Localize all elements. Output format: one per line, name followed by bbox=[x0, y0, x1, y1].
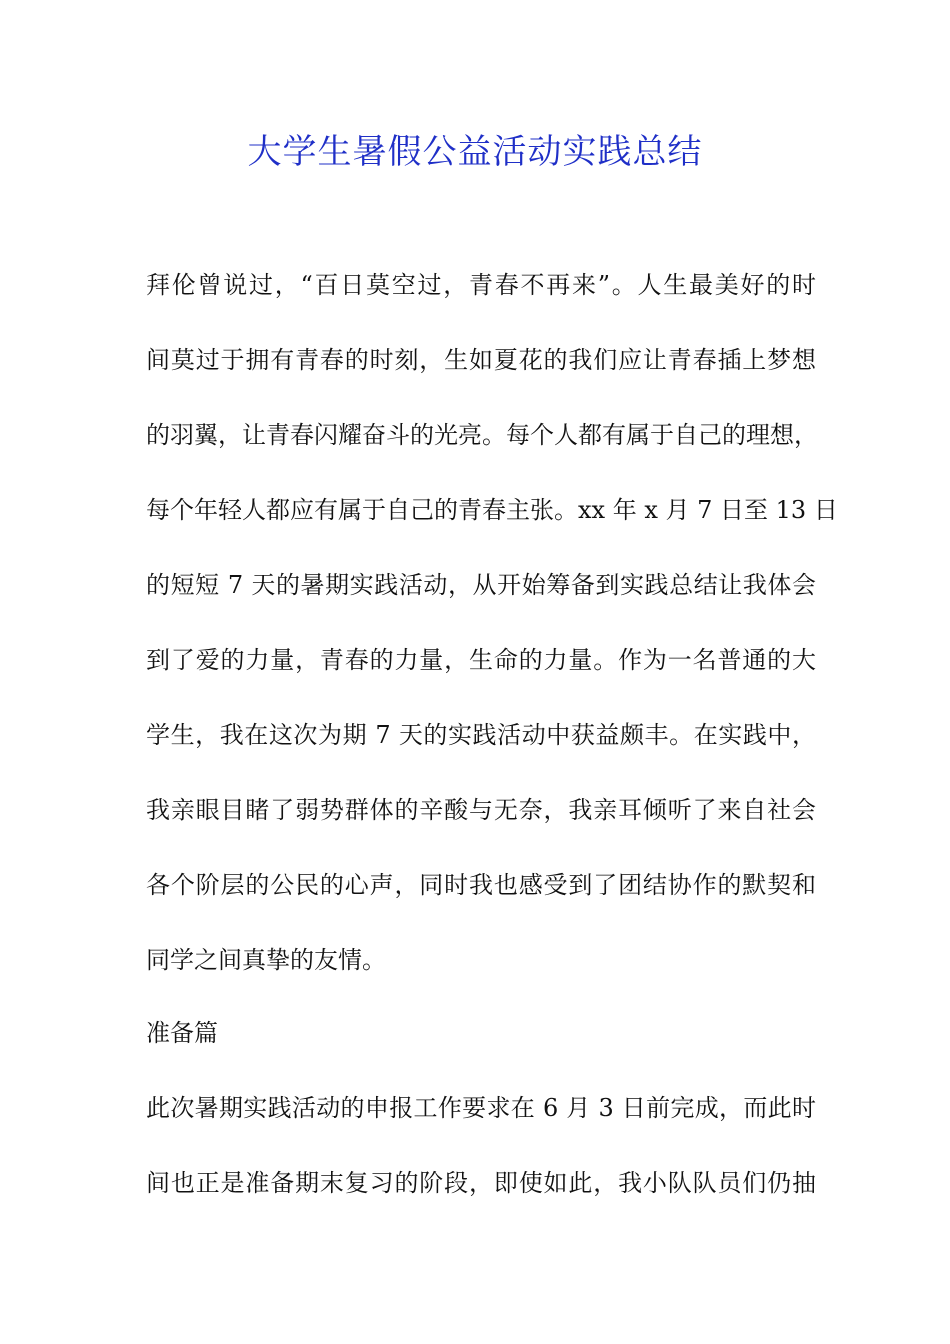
paragraph-1-line-6: 到了爱的力量，青春的力量，生命的力量。作为一名普通的大 bbox=[146, 646, 816, 674]
paragraph-1-line-1: 拜伦曾说过，“百日莫空过，青春不再来”。人生最美好的时 bbox=[146, 271, 816, 299]
document-title: 大学生暑假公益活动实践总结 bbox=[247, 132, 703, 172]
paragraph-2-line-1: 此次暑期实践活动的申报工作要求在 6 月 3 日前完成，而此时 bbox=[146, 1094, 816, 1122]
paragraph-1-line-3: 的羽翼，让青春闪耀奋斗的光亮。每个人都有属于自己的理想， bbox=[146, 421, 818, 449]
paragraph-1-line-2: 间莫过于拥有青春的时刻，生如夏花的我们应让青春插上梦想 bbox=[146, 346, 816, 374]
paragraph-1-line-10: 同学之间真挚的友情。 bbox=[146, 946, 386, 974]
paragraph-1-line-8: 我亲眼目睹了弱势群体的辛酸与无奈，我亲耳倾听了来自社会 bbox=[146, 796, 816, 824]
paragraph-2-line-2: 间也正是准备期末复习的阶段，即使如此，我小队队员们仍抽 bbox=[146, 1169, 816, 1197]
paragraph-1-line-5: 的短短 7 天的暑期实践活动，从开始筹备到实践总结让我体会 bbox=[146, 571, 816, 599]
paragraph-1-line-9: 各个阶层的公民的心声，同时我也感受到了团结协作的默契和 bbox=[146, 871, 816, 899]
paragraph-1-line-4: 每个年轻人都应有属于自己的青春主张。xx 年 x 月 7 日至 13 日 bbox=[146, 496, 838, 524]
section-heading: 准备篇 bbox=[146, 1019, 218, 1047]
paragraph-1-line-7: 学生，我在这次为期 7 天的实践活动中获益颇丰。在实践中， bbox=[146, 721, 816, 749]
